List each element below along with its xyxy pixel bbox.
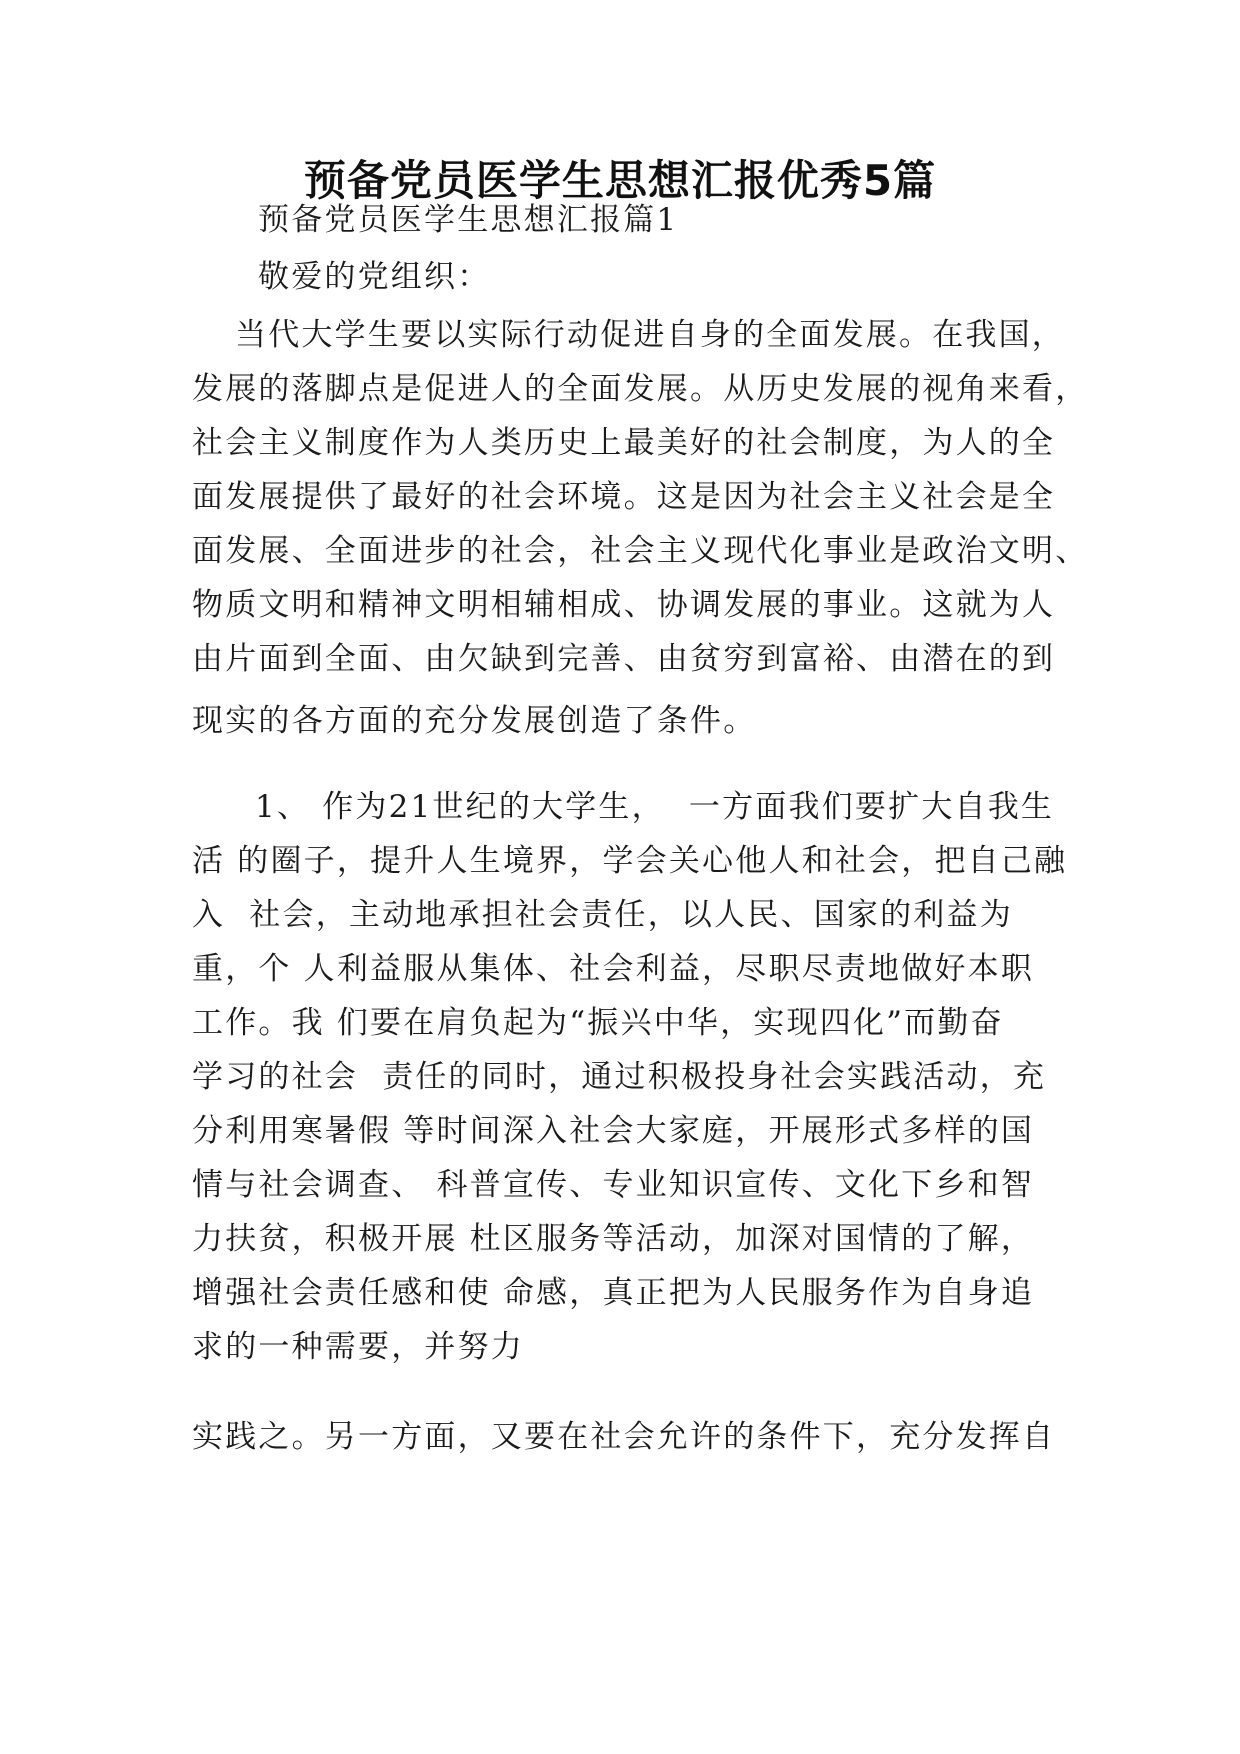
salutation: 敬爱的党组织： <box>258 259 491 295</box>
paragraph-line: 发展的落脚点是促进人的全面发展。从历史发展的视角来看， <box>192 371 1089 407</box>
paragraph-line: 现实的各方面的充分发展创造了条件。 <box>192 703 757 739</box>
paragraph-line: 学习的社会 责任的同时，通过积极投身社会实践活动，充 <box>192 1059 1047 1095</box>
paragraph-line: 当代大学生要以实际行动促进自身的全面发展。在我国， <box>235 317 1065 353</box>
paragraph-line: 面发展、全面进步的社会，社会主义现代化事业是政治文明、 <box>192 533 1089 569</box>
paragraph-line: 力扶贫，积极开展 杜区服务等活动，加深对国情的了解， <box>192 1221 1035 1257</box>
paragraph-line: 1、 作为21世纪的大学生， 一方面我们要扩大自我生 <box>255 789 1055 825</box>
paragraph-line: 入 社会，主动地承担社会责任，以人民、国家的利益为 <box>192 897 1013 933</box>
paragraph-line: 重，个 人利益服从集体、社会利益，尽职尽责地做好本职 <box>192 951 1035 987</box>
paragraph-line: 求的一种需要，并努力 <box>192 1329 524 1365</box>
paragraph-line: 增强社会责任感和使 命感，真正把为人民服务作为自身追 <box>192 1275 1035 1311</box>
document-title: 预备党员医学生思想汇报优秀5篇 <box>303 156 937 205</box>
paragraph-line: 实践之。另一方面，又要在社会允许的条件下，充分发挥自 <box>192 1419 1056 1455</box>
paragraph-line: 情与社会调查、 科普宣传、专业知识宣传、文化下乡和智 <box>192 1167 1035 1203</box>
section-heading: 预备党员医学生思想汇报篇1 <box>258 202 679 238</box>
paragraph-line: 由片面到全面、由欠缺到完善、由贫穷到富裕、由潜在的到 <box>192 641 1056 677</box>
paragraph-line: 工作。我 们要在肩负起为“振兴中华，实现四化”而勤奋 <box>192 1005 1004 1041</box>
paragraph-line: 分利用寒暑假 等时间深入社会大家庭，开展形式多样的国 <box>192 1113 1035 1149</box>
paragraph-line: 活 的圈子，提升人生境界，学会关心他人和社会，把自己融 <box>192 843 1068 879</box>
paragraph-line: 面发展提供了最好的社会环境。这是因为社会主义社会是全 <box>192 479 1056 515</box>
paragraph-line: 物质文明和精神文明相辅相成、协调发展的事业。这就为人 <box>192 587 1056 623</box>
paragraph-line: 社会主义制度作为人类历史上最美好的社会制度，为人的全 <box>192 425 1056 461</box>
